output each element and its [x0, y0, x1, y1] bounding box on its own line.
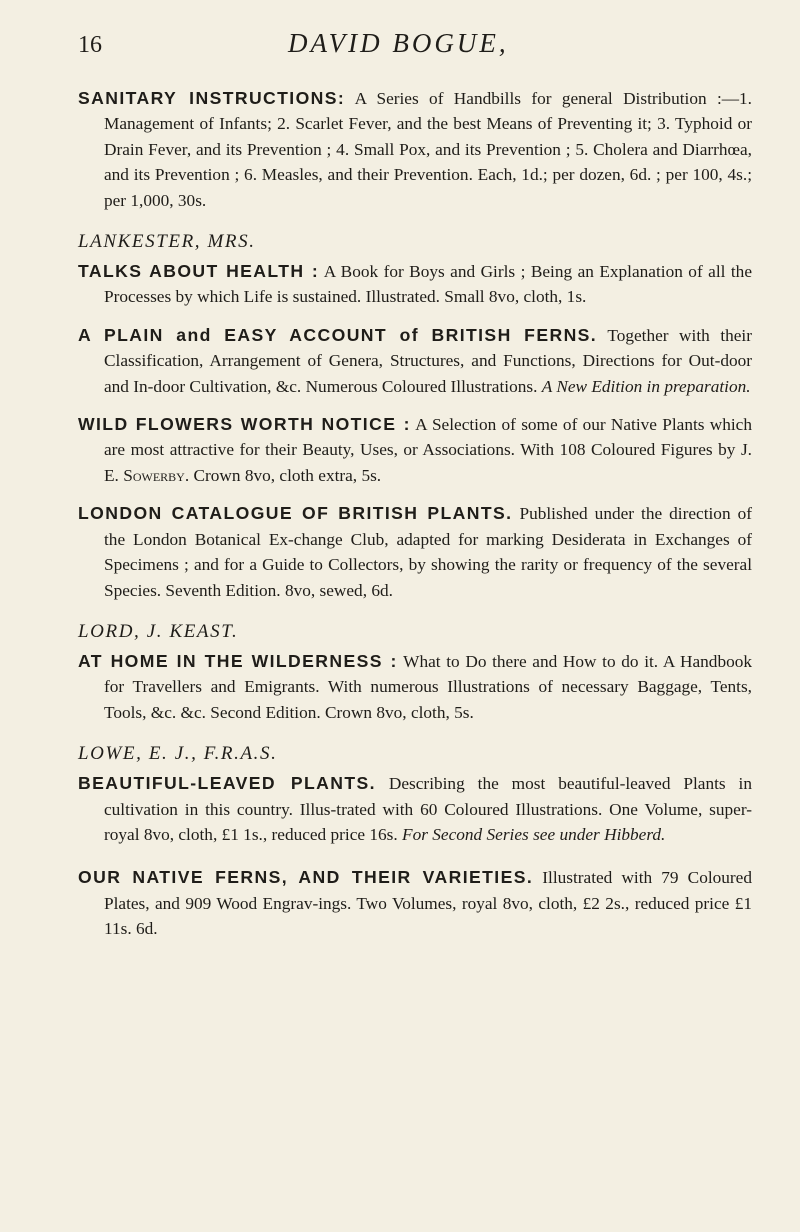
- page-header: [78, 28, 752, 72]
- page-number: 16: [78, 32, 102, 58]
- entry-body: A Book for Boys and Girls ; Being an Explanation of all the Processes by which Life is sustained. Illustrated. Small 8vo, cloth, 1s.: [104, 262, 752, 307]
- entry-title: AT HOME IN THE WILDERNESS :: [78, 650, 398, 671]
- author-heading-lord: LORD, J. KEAST.: [78, 620, 239, 642]
- entry-at-home-in-wilderness: [78, 649, 752, 725]
- entry-note: For Second Series see under Hibberd.: [402, 824, 666, 844]
- entry-body-end: . Crown 8vo, cloth extra, 5s.: [184, 465, 382, 485]
- entry-title: TALKS ABOUT HEALTH :: [78, 261, 320, 282]
- entry-british-ferns: [78, 323, 752, 399]
- entry-title: LONDON CATALOGUE OF BRITISH PLANTS.: [78, 503, 513, 524]
- entry-title: OUR NATIVE FERNS, AND THEIR VARIETIES.: [78, 867, 534, 888]
- entry-body: A Series of Handbills for general Distribution :—1. Management of Infants; 2. Scarlet Fever, and the best Means of Preventing it; 3. Typhoid or Drain Fever, and its Prevention ; 4. Small Pox, and its Prevention ; 5. Cholera and Diarrhœa, and its Prevention ; 6. Measles, and their Prevention. Each, 1d.; per dozen, 6d. ; per 100, 4s.; per 1,000, 30s.: [104, 89, 752, 210]
- entry-body: Together with their Classification, Arrangement of Genera, Structures, and Functions, Directions for Out-door and In-door Cultivation, &c. Numerous Coloured Illustrations.: [104, 325, 752, 396]
- entry-title: A PLAIN and EASY ACCOUNT of BRITISH FERNS.: [78, 324, 598, 345]
- entry-body: Published under the direction of the London Botanical Ex-change Club, adapted for marking Desiderata in Exchanges of Specimens ; and for a Guide to Collectors, by showing the rarity or frequency of the several Species. Seventh Edition. 8vo, sewed, 6d.: [104, 504, 752, 600]
- running-title: DAVID BOGUE,: [288, 28, 509, 58]
- entry-wild-flowers: [78, 412, 752, 488]
- entry-talks-about-health: [78, 259, 752, 310]
- entry-our-native-ferns: [78, 865, 752, 941]
- entry-london-catalogue: [78, 501, 752, 603]
- entry-sanitary-instructions: [78, 86, 752, 213]
- entry-body: A Selection of some of our Native Plants which are most attractive for their Beauty, Uses, or Associations. With 108 Coloured Figures by J. E.: [104, 415, 752, 485]
- entry-title: SANITARY INSTRUCTIONS:: [78, 88, 346, 108]
- author-heading-lowe: LOWE, E. J., F.R.A.S.: [78, 743, 278, 765]
- entry-body: What to Do there and How to do it. A Handbook for Travellers and Emigrants. With numerous Illustrations of necessary Baggage, Tents, Tools, &c. &c. Second Edition. Crown 8vo, cloth, 5s.: [104, 651, 753, 722]
- entry-note: A New Edition in preparation.: [541, 376, 751, 396]
- entry-body: Describing the most beautiful-leaved Plants in cultivation in this country. Illus-trated with 60 Coloured Illustrations. One Volume, super-royal 8vo, cloth, £1 1s., reduced price 16s.: [104, 774, 753, 844]
- author-heading-lankester: LANKESTER, MRS.: [78, 231, 256, 253]
- entry-beautiful-leaved-plants: [78, 771, 752, 847]
- illustrator-name: Sowerby: [123, 465, 185, 485]
- entry-title: BEAUTIFUL-LEAVED PLANTS.: [78, 773, 376, 794]
- entry-body: Illustrated with 79 Coloured Plates, and 909 Wood Engrav-ings. Two Volumes, royal 8vo, cloth, £2 2s., reduced price £1 11s. 6d.: [104, 868, 752, 939]
- entry-title: WILD FLOWERS WORTH NOTICE :: [78, 414, 411, 435]
